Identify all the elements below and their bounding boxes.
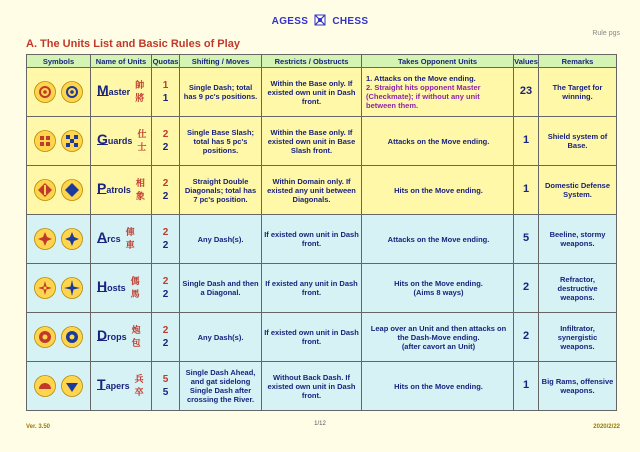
col-values: Values [514, 56, 538, 66]
col-symbols: Symbols [27, 55, 91, 68]
hosts-blue-icon [61, 277, 83, 299]
unit-name-rest: rcs [107, 233, 121, 244]
patrols-blue-icon [61, 179, 83, 201]
page-number: 1/12 [314, 421, 326, 427]
quota-red: 2 [162, 276, 169, 287]
quota-red: 1 [162, 80, 169, 91]
remarks-cell: The Target for winning. [539, 68, 617, 117]
value-cell: 1 [514, 117, 539, 166]
col-remarks: Remarks [539, 55, 617, 68]
symbols-cell [27, 68, 91, 117]
takes-line-2: 2. Straight hits opponent Master (Checkmate); if without any unit between them. [366, 83, 481, 110]
quota-cell [152, 68, 180, 117]
takes-cell [362, 117, 514, 166]
unit-cjk-blue: 將 [135, 93, 145, 103]
symbols-cell [27, 166, 91, 215]
unit-name [91, 117, 152, 166]
unit-cjk-red: 炮 [131, 324, 141, 335]
doc-header [0, 14, 640, 27]
value-cell: 5 [514, 215, 539, 264]
quota-cell [152, 313, 180, 362]
arcs-red-icon [34, 228, 56, 250]
unit-name [91, 264, 152, 313]
quota-cell [152, 166, 180, 215]
quota-cell [152, 264, 180, 313]
remarks-cell: Refractor, destructive weapons. [539, 264, 617, 313]
unit-cjk [131, 275, 140, 302]
unit-name-rest: uards [107, 135, 133, 146]
date-label: 2020/2/22 [593, 424, 620, 430]
takes-line-1: Leap over an Unit and then attacks on the Dash-Move ending. [370, 323, 507, 342]
unit-name [91, 166, 152, 215]
quota-red: 2 [162, 178, 169, 189]
symbols-cell [27, 362, 91, 411]
moves-cell: Straight Double Diagonals; total has 7 pc's position. [180, 166, 262, 215]
symbols-cell [27, 313, 91, 362]
unit-cjk-red: 仕 [137, 128, 147, 139]
unit-cjk-blue: 車 [125, 240, 135, 250]
remarks-cell: Infiltrator, synergistic weapons. [539, 313, 617, 362]
unit-cjk-blue: 士 [137, 142, 147, 152]
takes-cell [362, 68, 514, 117]
moves-cell: Single Dash; total has 9 pc's positions. [180, 68, 262, 117]
moves-cell: Single Dash and then a Diagonal. [180, 264, 262, 313]
header-left: AGESS [271, 16, 309, 27]
unit-name-rest: apers [105, 380, 130, 391]
guards-red-icon [34, 130, 56, 152]
header-right: CHESS [332, 16, 369, 27]
value-cell: 23 [514, 68, 539, 117]
moves-cell: Any Dash(s). [180, 313, 262, 362]
quota-blue: 5 [162, 387, 169, 398]
table-row [27, 362, 617, 411]
restricts-cell: Within the Base only. If existed own unit in Base Slash front. [262, 117, 362, 166]
takes-cell [362, 264, 514, 313]
moves-cell: Single Dash Ahead, and gat sidelong Single Dash after crossing the River. [180, 362, 262, 411]
quota-blue: 2 [162, 142, 169, 153]
unit-cjk-red: 相 [135, 177, 145, 188]
unit-name-initial: D [97, 326, 108, 343]
unit-name-rest: atrols [106, 184, 131, 195]
table-header [27, 55, 617, 68]
takes-line-1: Hits on the Move ending. [394, 381, 483, 391]
value-cell: 2 [514, 313, 539, 362]
value-cell: 2 [514, 264, 539, 313]
unit-name-rest: rops [107, 331, 127, 342]
unit-cjk [126, 226, 135, 253]
unit-cjk-red: 兵 [134, 373, 144, 384]
table-row [27, 166, 617, 215]
restricts-cell: Within the Base only. If existed own unit in Dash front. [262, 68, 362, 117]
table-row [27, 117, 617, 166]
unit-name [91, 313, 152, 362]
restricts-cell: Without Back Dash. If existed own unit in Dash front. [262, 362, 362, 411]
table-row [27, 264, 617, 313]
value-cell: 1 [514, 166, 539, 215]
quota-cell [152, 362, 180, 411]
version-label: Ver. 3.50 [26, 424, 51, 430]
unit-cjk-blue: 象 [135, 191, 145, 201]
unit-name-initial: T [97, 375, 106, 392]
patrols-red-icon [34, 179, 56, 201]
unit-cjk [132, 324, 141, 351]
unit-name [91, 215, 152, 264]
quota-blue: 2 [162, 338, 169, 349]
takes-cell [362, 215, 514, 264]
quota-blue: 1 [162, 93, 169, 104]
quota-cell [152, 117, 180, 166]
unit-cjk-blue: 馬 [130, 289, 140, 299]
takes-cell [362, 166, 514, 215]
quota-blue: 2 [162, 191, 169, 202]
unit-name [91, 68, 152, 117]
table-row [27, 68, 617, 117]
takes-line-2: (after cavort an Unit) [401, 341, 476, 351]
takes-line-1: Hits on the Move ending. [394, 185, 483, 195]
remarks-cell: Shield system of Base. [539, 117, 617, 166]
symbols-cell [27, 264, 91, 313]
page-title: A. The Units List and Basic Rules of Play [26, 38, 240, 50]
master-red-icon [34, 81, 56, 103]
quota-red: 5 [162, 374, 169, 385]
moves-cell: Any Dash(s). [180, 215, 262, 264]
guards-blue-icon [61, 130, 83, 152]
takes-cell [362, 313, 514, 362]
quota-red: 2 [162, 129, 169, 140]
takes-cell [362, 362, 514, 411]
moves-cell: Single Base Slash; total has 5 pc's positions. [180, 117, 262, 166]
remarks-cell: Beeline, stormy weapons. [539, 215, 617, 264]
symbols-cell [27, 215, 91, 264]
table-row [27, 313, 617, 362]
unit-cjk [135, 373, 144, 400]
unit-name-initial: M [97, 81, 109, 98]
quota-cell [152, 215, 180, 264]
tapers-red-icon [34, 375, 56, 397]
unit-cjk-blue: 卒 [134, 387, 144, 397]
unit-name-initial: G [97, 130, 108, 147]
takes-line-1: 1. Attacks on the Move ending. [366, 74, 476, 83]
table-row [27, 215, 617, 264]
unit-name [91, 362, 152, 411]
restricts-cell: If existed any unit in Dash front. [262, 264, 362, 313]
unit-cjk [136, 177, 145, 204]
unit-cjk-red: 傌 [130, 275, 140, 286]
master-blue-icon [61, 81, 83, 103]
col-moves: Shifting / Moves [180, 55, 262, 68]
unit-name-initial: H [97, 277, 108, 294]
col-takes: Takes Opponent Units [362, 55, 514, 68]
unit-cjk-red: 俥 [125, 226, 135, 237]
unit-cjk-red: 帥 [135, 79, 145, 90]
remarks-cell: Big Rams, offensive weapons. [539, 362, 617, 411]
drops-blue-icon [61, 326, 83, 348]
col-name: Name of Units [91, 55, 152, 68]
crossed-ornament-icon [314, 14, 326, 26]
col-quotas: Quotas [152, 56, 179, 66]
takes-line-1: Attacks on the Move ending. [387, 234, 490, 244]
arcs-blue-icon [61, 228, 83, 250]
hosts-red-icon [34, 277, 56, 299]
restricts-cell: If existed own unit in Dash front. [262, 313, 362, 362]
unit-name-initial: P [97, 179, 107, 196]
quota-blue: 2 [162, 240, 169, 251]
tapers-blue-icon [61, 375, 83, 397]
unit-name-rest: osts [107, 282, 126, 293]
quota-red: 2 [162, 325, 169, 336]
drops-red-icon [34, 326, 56, 348]
takes-line-1: Hits on the Move ending. [394, 279, 483, 288]
unit-name-rest: aster [108, 86, 131, 97]
symbols-cell [27, 117, 91, 166]
takes-line-2: (Aims 8 ways) [413, 288, 464, 297]
unit-cjk [137, 128, 146, 155]
col-restricts: Restricts / Obstructs [262, 55, 362, 68]
unit-name-initial: A [97, 228, 108, 245]
units-table [26, 54, 617, 411]
unit-cjk [135, 79, 144, 106]
value-cell: 1 [514, 362, 539, 411]
restricts-cell: Within Domain only. If existed any unit between Diagonals. [262, 166, 362, 215]
quota-blue: 2 [162, 289, 169, 300]
restricts-cell: If existed own unit in Dash front. [262, 215, 362, 264]
quota-red: 2 [162, 227, 169, 238]
subtag: Rule pgs [592, 30, 620, 37]
remarks-cell: Domestic Defense System. [539, 166, 617, 215]
takes-line-1: Attacks on the Move ending. [387, 136, 490, 146]
unit-cjk-blue: 包 [131, 338, 141, 348]
